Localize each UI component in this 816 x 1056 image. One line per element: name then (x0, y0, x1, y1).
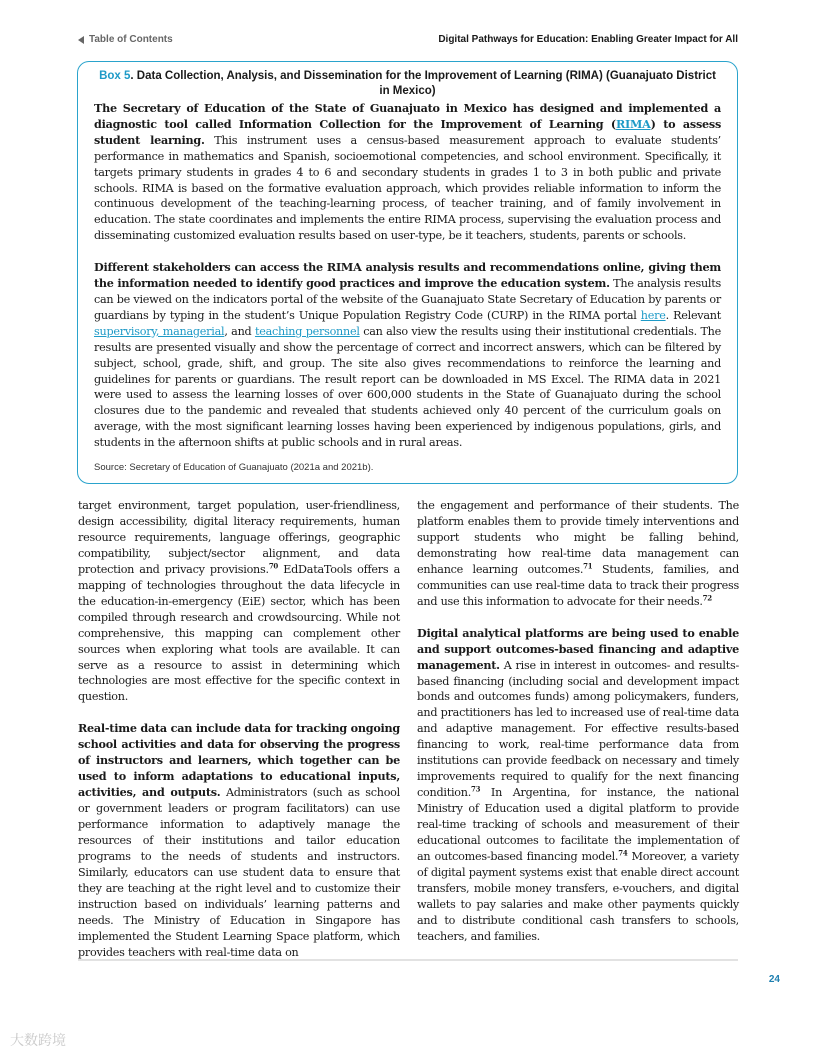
footnote-71[interactable]: 71 (583, 561, 593, 571)
right-p2-text-a: A rise in interest in outcomes- and results-based financing (including social and development impact bonds and outcomes funds) among policymakers, funders, and practitioners has led to increased use of real-time data and adaptive management. For effective results-based financing to work, real-time performance data from institutions can provide feedback on necessary and timely improvements required to qualify for the next financing condition. (417, 658, 739, 800)
footer-divider (78, 959, 738, 961)
back-triangle-icon (78, 36, 84, 44)
right-paragraph-1 (417, 498, 739, 610)
box-p2-text-d: can also view the results using their institutional credentials. The results are presented visually and show the percentage of correct and incorrect answers, which can be filtered by subject, school, grade, shift, and group. The site also gives recommendations to reinforce the learning and guidelines for parents or guardians. The result report can be downloaded in MS Excel. The RIMA data in 2021 were used to assess the learning losses of over 600,000 students in the State of Guanajuato during the school closures due to the pandemic and revealed that students achieved only 40 percent of the curriculum goals on average, with the most significant learning losses having been experienced by indigenous populations, girls, and students in the afternoon shifts at public schools and in rural areas. (94, 324, 721, 450)
table-of-contents-link[interactable] (78, 34, 173, 45)
supervisory-managerial-link[interactable]: supervisory, managerial (94, 324, 225, 338)
box-5 (77, 61, 738, 484)
box-paragraph-2 (94, 260, 721, 451)
box-paragraph-1 (94, 101, 721, 244)
right-paragraph-2 (417, 626, 739, 945)
left-column (78, 498, 400, 961)
right-p2-text-b: In Argentina, for instance, the national Ministry of Education used a digital platform to provide real-time tracking of schools and measurement of their educational outcomes to facilitate the implementation of an outcomes-based financing model. (417, 786, 739, 864)
box-source: Source: Secretary of Education of Guanajuato (2021a and 2021b). (94, 462, 374, 474)
left-paragraph-2 (78, 721, 400, 960)
teaching-personnel-link[interactable]: teaching personnel (254, 324, 360, 338)
box-p2-bold: Different stakeholders can access the RIMA analysis results and recommendations online, giving them the information needed to identify good practices and improve the education system. (94, 260, 721, 291)
left-p1-text-a: target environment, target population, user-friendliness, design accessibility, digital literacy requirements, human resource requirements, language offerings, geographic compatibility, subject/sector alignment, and data protection and privacy provisions. (78, 499, 400, 576)
document-title: Digital Pathways for Education: Enabling Greater Impact for All (438, 34, 738, 45)
box-p2-text-c: , and (224, 324, 255, 338)
right-p1-text-b: Students, families, and communities can use real-time data to track their progress and use this information to advocate for their needs. (417, 562, 739, 608)
footnote-70[interactable]: 70 (268, 561, 279, 571)
box-p2-text-b: . Relevant (665, 308, 722, 322)
box-p1-bold-b: ) to assess student learning. (94, 116, 721, 147)
right-p1-text-a: the engagement and performance of their students. The platform enables them to provide timely interventions and support students who might be falling behind, demonstrating how real-time data management can enhance learning outcomes. (417, 499, 739, 576)
watermark-logo: 大数跨境 (10, 1033, 66, 1049)
right-p2-text-c: Moreover, a variety of digital payment systems exist that enable direct account transfers, mobile money transfers, e-vouchers, and digital wallets to pay salaries and make other payments quickly and to distribute conditional cash transfers to schools, teachers, and families. (417, 850, 739, 943)
box-p1-body: This instrument uses a census-based measurement approach to evaluate students’ performance in mathematics and Spanish, socioemotional competencies, and school environment. Specifically, it targets primary students in grades 4 to 6 and secondary students in grades 1 to 3 in both public and private schools. RIMA is based on the formative evaluation approach, which provides reliable information to inform the continuous development of the teaching-learning process, of teacher training, and of family involvement in education. The state coordinates and implements the entire RIMA process, supervising the evaluation process and disseminating customized evaluation results based on user-type, be it teachers, students, parents or schools. (94, 133, 721, 243)
page-number: 24 (768, 974, 780, 985)
left-p2-bold: Real-time data can include data for tracking ongoing school activities and data for observing the progress of instructors and learners, which together can be used to inform adaptations to educational inputs, activities, and outputs. (78, 721, 400, 800)
rima-link[interactable]: RIMA (615, 116, 651, 131)
footnote-72[interactable]: 72 (702, 592, 712, 602)
box-p2-text-a: The analysis results can be viewed on the indicators portal of the website of the Guanajuato State Secretary of Education by parents or guardians by typing in the student’s Unique Population Registry Code (CURP) in the RIMA portal (94, 277, 721, 322)
footnote-74[interactable]: 74 (618, 848, 628, 858)
toc-label: Table of Contents (89, 34, 173, 45)
right-column (417, 498, 739, 945)
box-p1-bold-a: The Secretary of Education of the State of Guanajuato in Mexico has designed and implemented a diagnostic tool called Information Collection for the Improvement of Learning ( (94, 101, 721, 131)
footnote-73[interactable]: 73 (471, 784, 481, 794)
left-p2-body: Administrators (such as school or government leaders or program facilitators) can use performance information to adaptively manage the resources of their institutions and tailor education programs to the needs of students and instructors. Similarly, educators can use student data to ensure that they are teaching at the right level and to customize their instruction based on individuals’ learning patterns and needs. The Ministry of Education in Singapore has implemented the Student Learning Space platform, which provides teachers with real-time data on (78, 786, 400, 959)
left-paragraph-1 (78, 498, 400, 705)
right-p2-bold: Digital analytical platforms are being used to enable and support outcomes-based financing and adaptive management. (417, 625, 739, 672)
box-title-text: . Data Collection, Analysis, and Dissemination for the Improvement of Learning (RIMA) (Guanajuato District in Mexico) (130, 70, 716, 97)
here-link[interactable]: here (640, 308, 666, 322)
box-title (94, 69, 721, 99)
left-p1-text-b: EdDataTools offers a mapping of technologies throughout the data lifecycle in the education-in-emergency (EiE) sector, which has been compiled through research and crowdsourcing. While not comprehensive, this mapping can complement other sources when exploring what tools are available. It can serve as a resource to assist in determining which technologies are most effective for the specific context in question. (78, 562, 400, 704)
box-label: Box 5 (99, 70, 131, 82)
